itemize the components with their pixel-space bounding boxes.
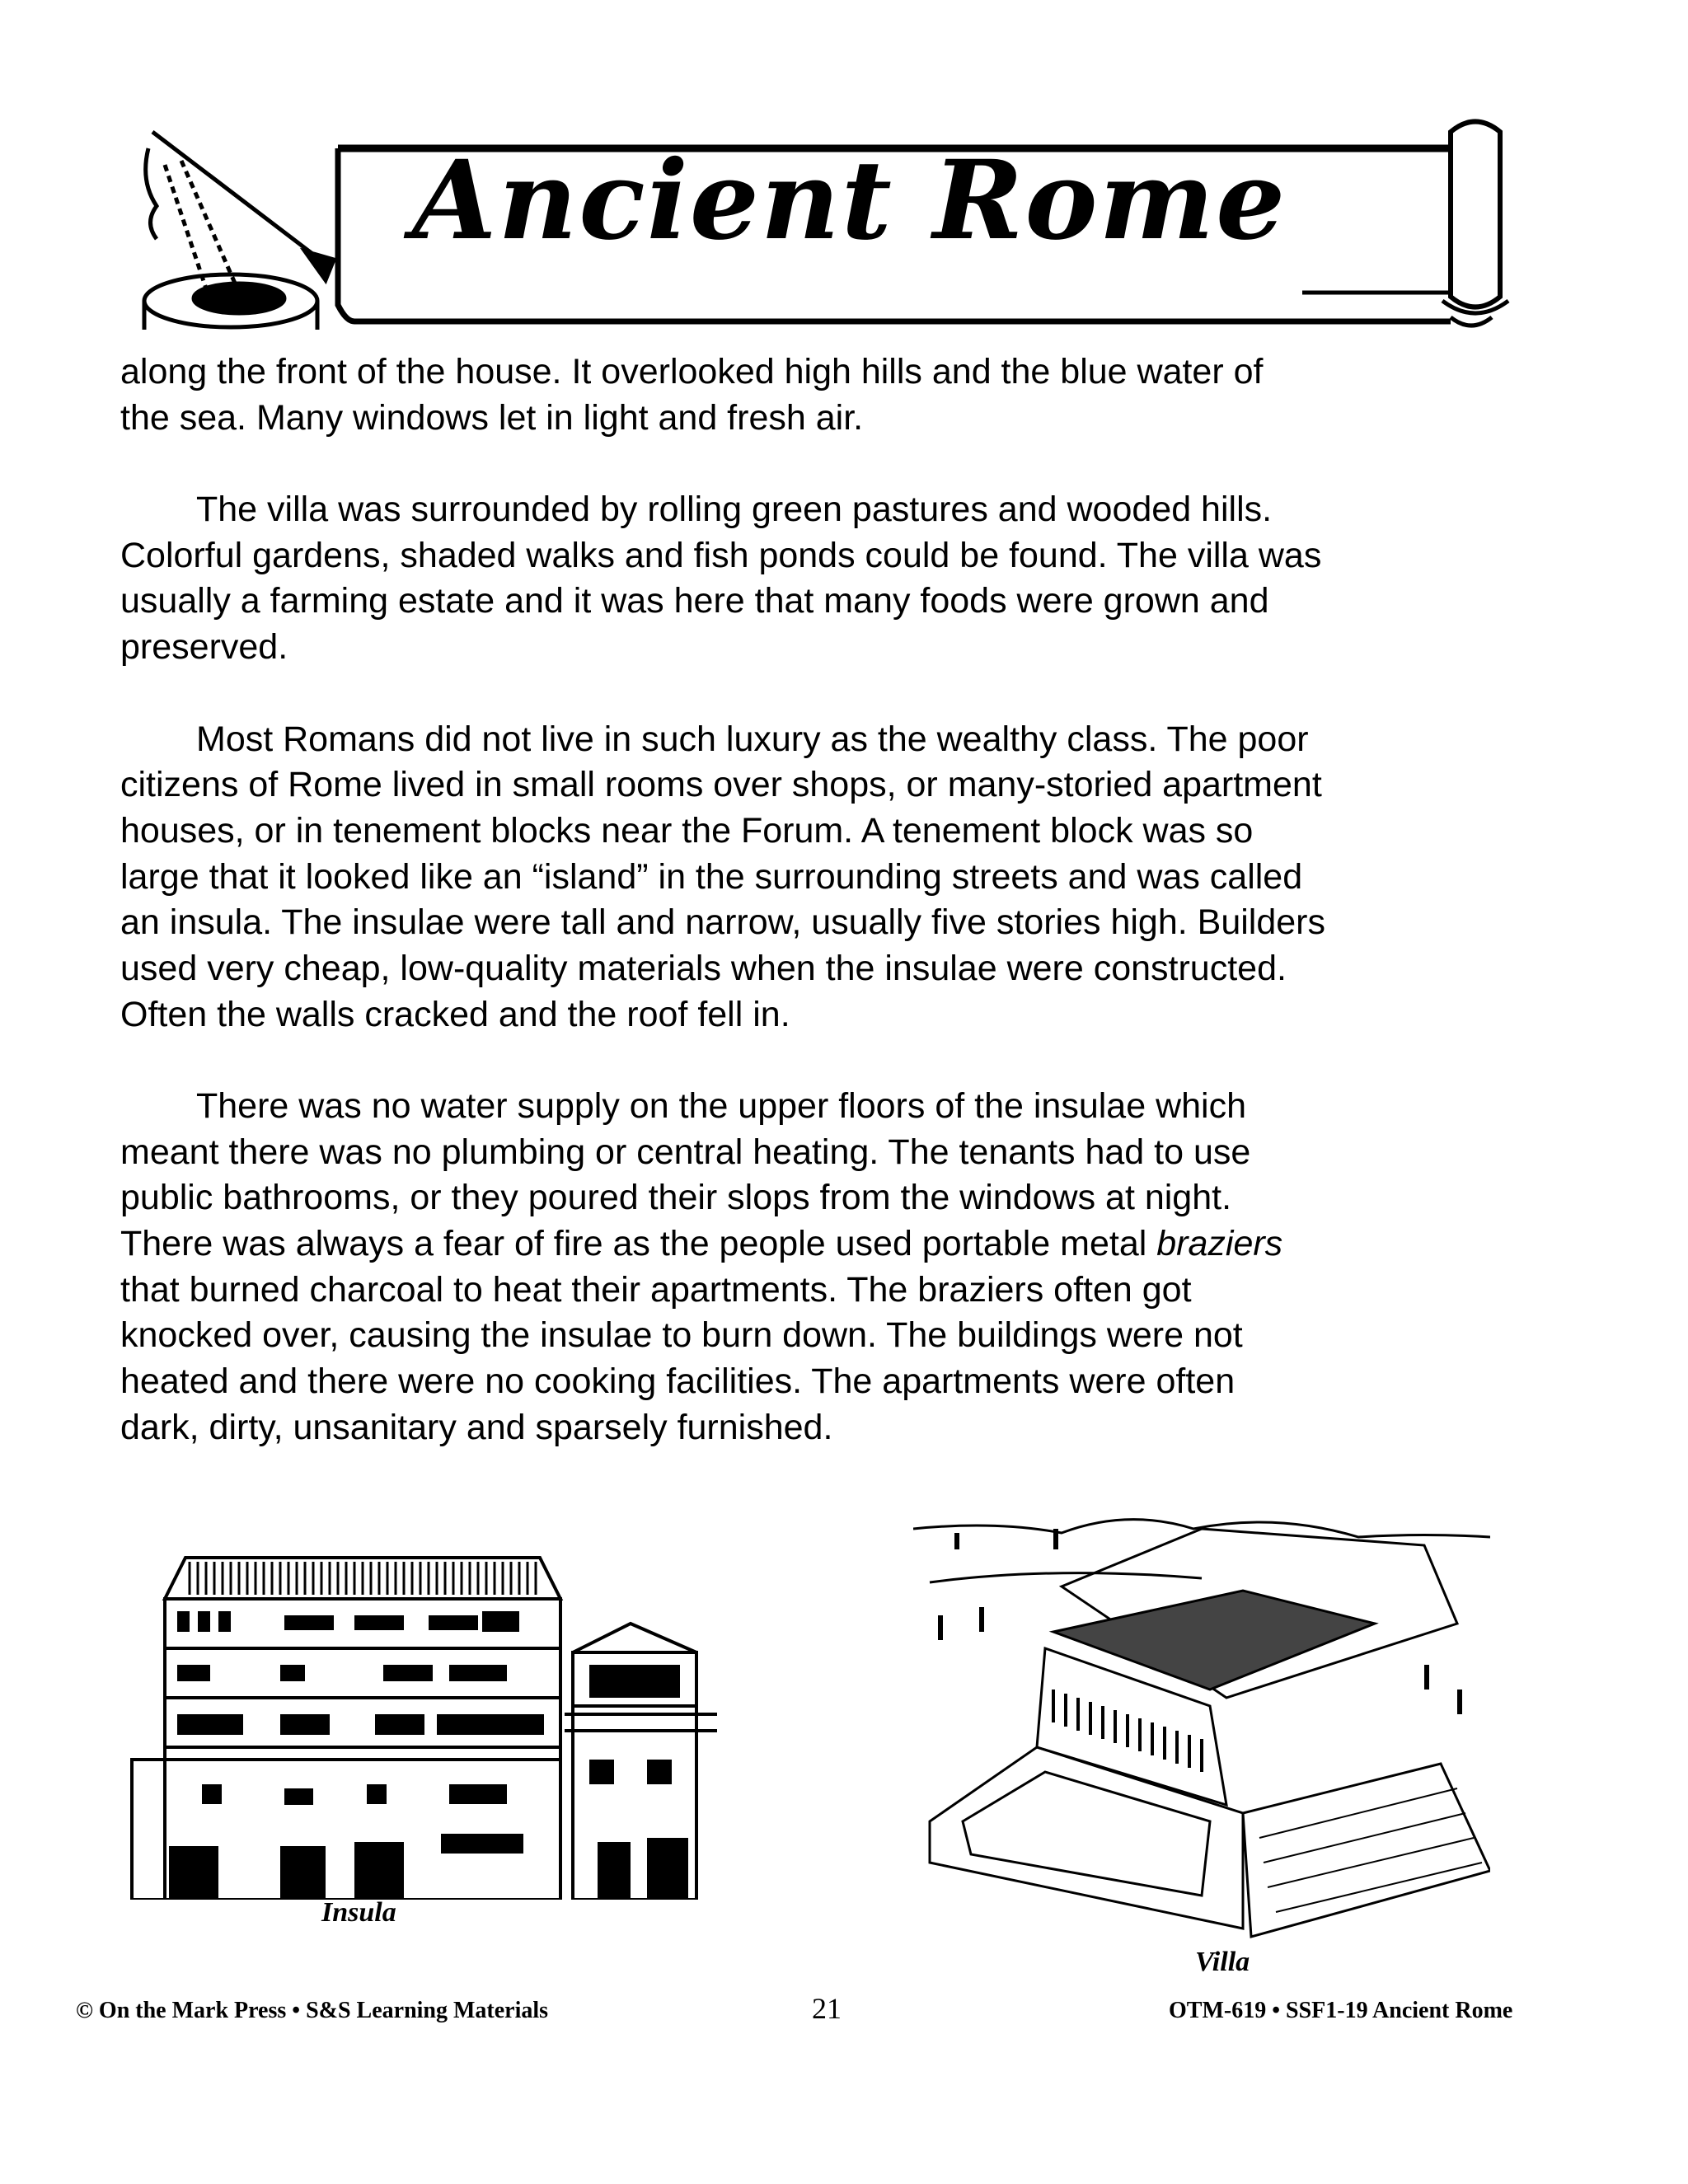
text-line: citizens of Rome lived in small rooms over shops, or many-storied apartment [120,765,1322,805]
text-line: the sea. Many windows let in light and fresh air. [120,397,864,438]
text-line: The villa was surrounded by rolling green pastures and wooded hills. [196,490,1273,530]
insula-illustration [128,1554,721,1900]
paragraph-3 [120,717,1546,1038]
footer-copyright: © On the Mark Press • S&S Learning Materials [76,1998,549,2023]
article-body [120,349,1546,1451]
text-line-start: There was always a fear of fire as the people used portable metal [120,1224,1157,1264]
quill-inkwell-icon [144,132,334,330]
italic-term: braziers [1156,1224,1283,1264]
insula-caption: Insula [321,1897,396,1928]
text-line [120,1221,1546,1268]
villa-illustration [913,1508,1490,1945]
page-title: Ancient Rome [412,137,1287,265]
text-line: Most Romans did not live in such luxury as the wealthy class. The poor [196,719,1309,759]
text-line: houses, or in tenement blocks near the Forum. A tenement block was so [120,810,1254,851]
text-line: dark, dirty, unsanitary and sparsely furnished. [120,1407,833,1447]
paragraph-1 [120,349,1546,441]
footer-product-code: OTM-619 • SSF1-19 Ancient Rome [1169,1998,1513,2023]
text-line: usually a farming estate and it was here that many foods were grown and [120,581,1269,621]
page-number: 21 [812,1992,842,2025]
text-line: meant there was no plumbing or central heating. The tenants had to use [120,1132,1251,1172]
text-line: Often the walls cracked and the roof fell in. [120,994,790,1034]
paragraph-2 [120,487,1546,671]
text-line: Colorful gardens, shaded walks and fish ponds could be found. The villa was [120,535,1322,575]
text-line: heated and there were no cooking facilities. The apartments were often [120,1361,1236,1402]
text-line: used very cheap, low-quality materials when the insulae were constructed. [120,948,1287,988]
text-line: There was no water supply on the upper floors of the insulae which [196,1086,1247,1126]
text-line: public bathrooms, or they poured their slops from the windows at night. [120,1178,1232,1218]
text-line: large that it looked like an “island” in the surrounding streets and was called [120,856,1303,897]
text-line: that burned charcoal to heat their apartments. The braziers often got [120,1269,1192,1310]
paragraph-4 [120,1084,1546,1451]
villa-caption: Villa [1195,1947,1250,1977]
text-line: along the front of the house. It overlooked high hills and the blue water of [120,352,1264,391]
text-line: knocked over, causing the insulae to burn down. The buildings were not [120,1315,1243,1356]
text-line: preserved. [120,627,288,668]
text-line: an insula. The insulae were tall and narrow, usually five stories high. Builders [120,902,1325,943]
